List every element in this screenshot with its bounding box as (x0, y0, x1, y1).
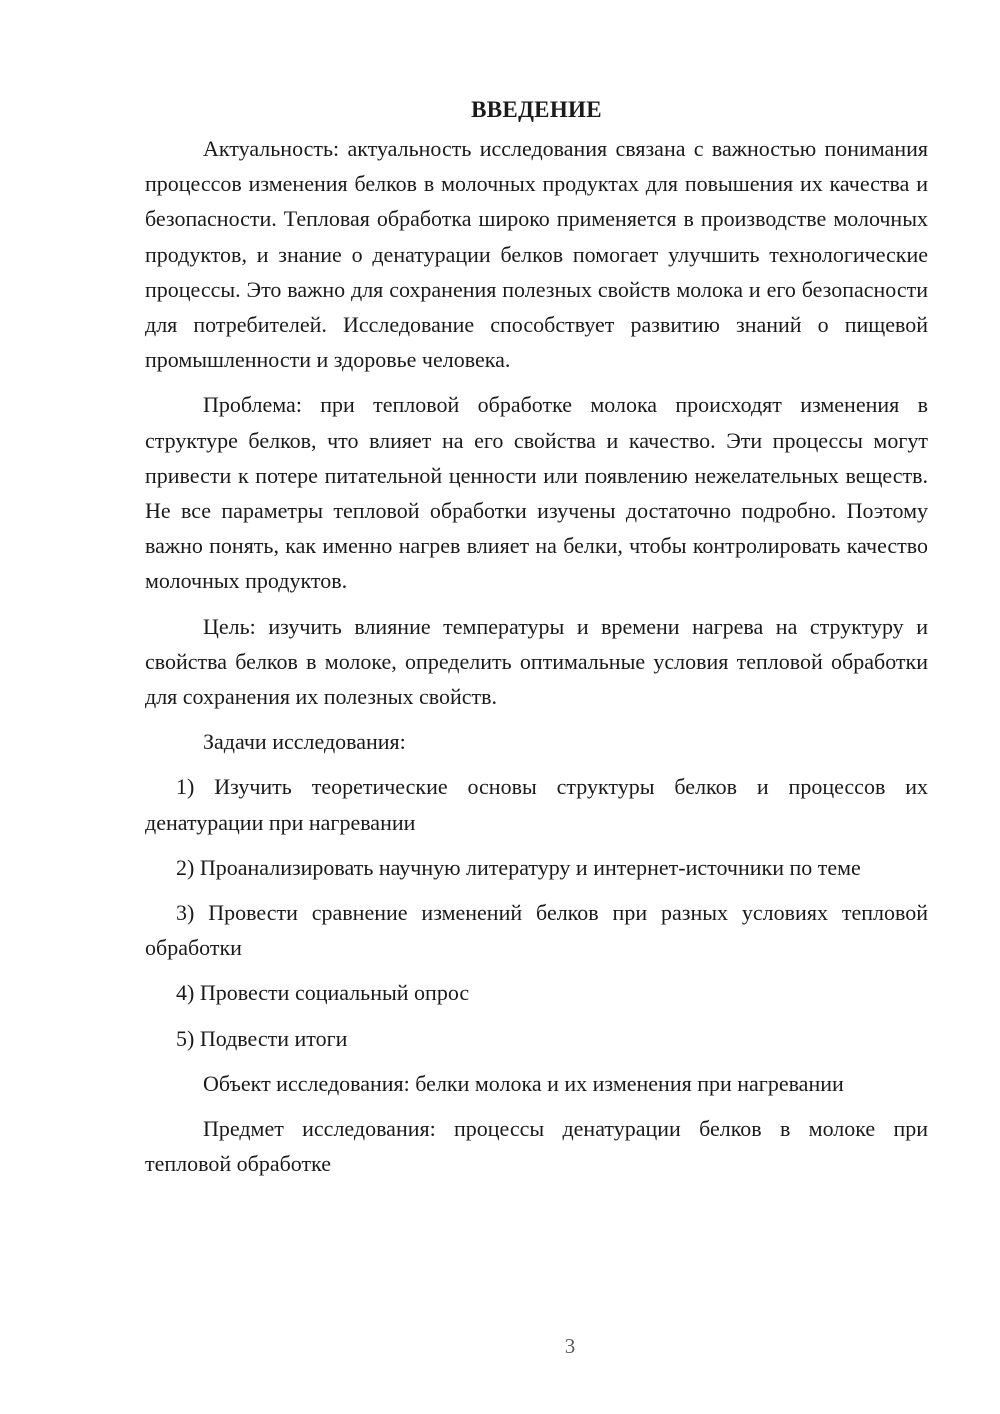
paragraph-object: Объект исследования: белки молока и их изменения при нагревании (203, 1070, 844, 1096)
page-number: 3 (564, 1334, 576, 1358)
paragraph-problem: Проблема: при тепловой обработке молока происходят изменения в структуре белков, что влияет на его свойства и качество. Эти процессы могут привести к потере питательной ценности или появлению нежелательных веществ. Не все параметры тепловой обработки изучены достаточно подробно. Поэтому важно понять, как именно нагрев влияет на белки, чтобы контролировать качество молочных продуктов. (145, 392, 928, 594)
task-item-4: 4) Провести социальный опрос (176, 980, 470, 1006)
task-item-3: 3) Провести сравнение изменений белков при разных условиях тепловой обработки (145, 900, 928, 961)
task-item-5: 5) Подвести итоги (176, 1025, 348, 1051)
document-page (145, 92, 928, 1181)
paragraph-goal: Цель: изучить влияние температуры и времени нагрева на структуру и свойства белков в молоке, определить оптимальные условия тепловой обработки для сохранения их полезных свойств. (145, 613, 928, 710)
task-item-1: 1) Изучить теоретические основы структуры белков и процессов их денатурации при нагревании (145, 774, 928, 835)
tasks-heading: Задачи исследования: (203, 729, 406, 755)
task-item-2: 2) Проанализировать научную литературу и интернет-источники по теме (176, 854, 861, 880)
paragraph-relevance: Актуальность: актуальность исследования связана с важностью понимания процессов изменения белков в молочных продуктах для повышения их качества и безопасности. Тепловая обработка широко применяется в производстве молочных продуктов, и знание о денатурации белков помогает улучшить технологические процессы. Это важно для сохранения полезных свойств молока и его безопасности для потребителей. Исследование способствует развитию знаний о пищевой промышленности и здоровье человека. (145, 136, 928, 373)
section-title: ВВЕДЕНИЕ (471, 97, 602, 122)
paragraph-subject: Предмет исследования: процессы денатурации белков в молоке при тепловой обработке (145, 1116, 928, 1177)
